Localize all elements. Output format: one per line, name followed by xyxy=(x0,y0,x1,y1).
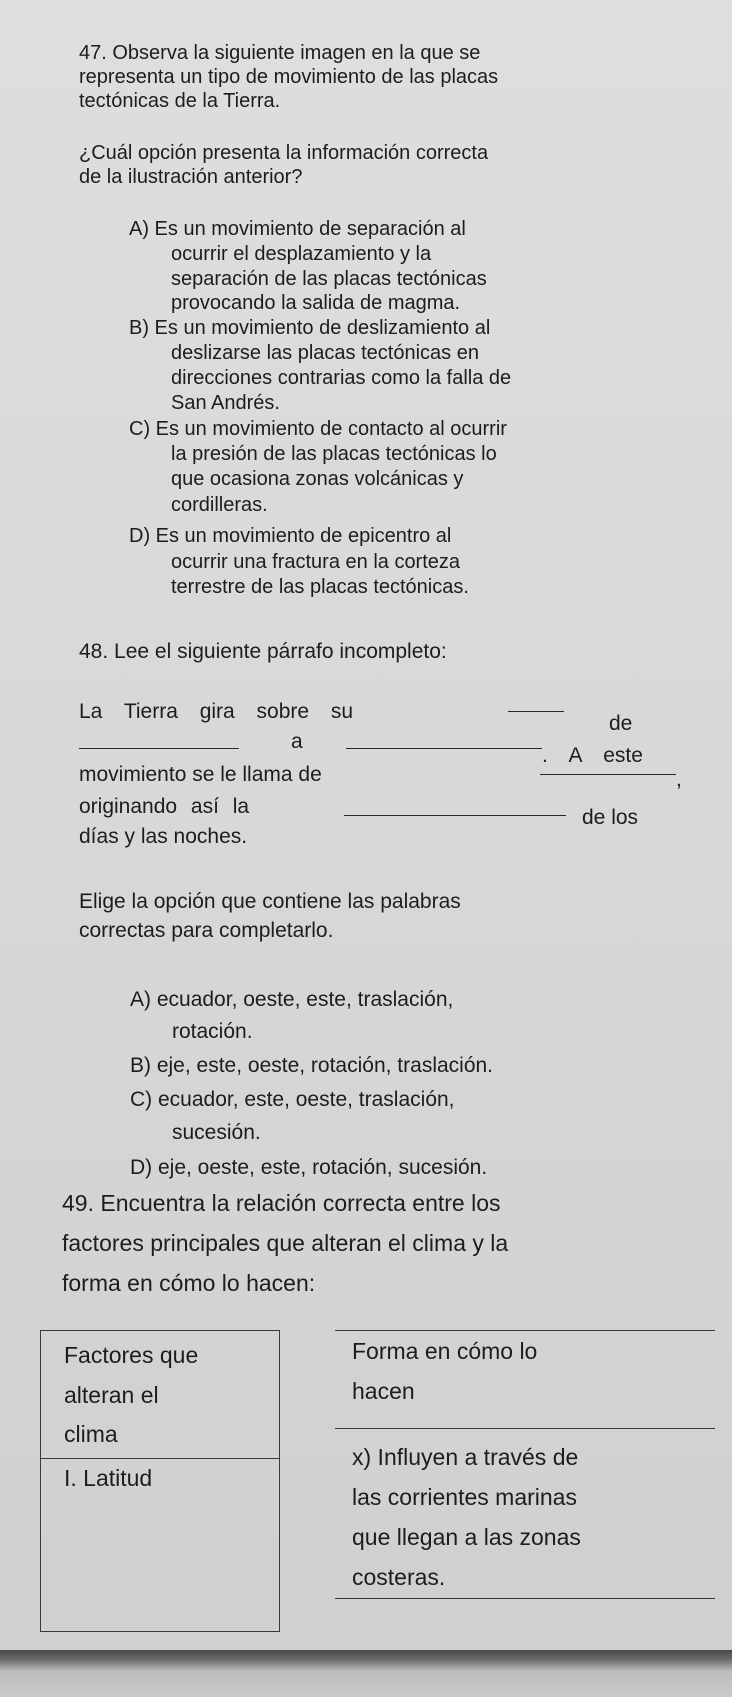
q47-option-a-line-1: A) Es un movimiento de separación al xyxy=(129,218,466,240)
q47-option-d-line-2: ocurrir una fractura en la corteza xyxy=(171,551,461,573)
q48-blank-3 xyxy=(346,748,542,749)
q48-para-line-2a: a xyxy=(291,730,303,753)
q48-para-line-4a: originando así la xyxy=(79,795,250,818)
factors-header-line-1: Factores que xyxy=(64,1342,199,1368)
factors-header-line-2: alteran el xyxy=(64,1382,159,1408)
forms-item-line-1: x) Influyen a través de xyxy=(352,1444,579,1470)
q47-intro-line-3: tectónicas de la Tierra. xyxy=(79,90,281,112)
q48-option-d: D) eje, oeste, este, rotación, sucesión. xyxy=(130,1156,488,1179)
q48-para-line-1a: La Tierra gira sobre su xyxy=(79,700,354,723)
q47-option-c-line-3: que ocasiona zonas volcánicas y xyxy=(171,468,464,490)
factors-table-divider xyxy=(40,1458,280,1459)
q47-option-a-line-2: ocurrir el desplazamiento y la xyxy=(171,243,432,265)
q47-option-b-line-3: direcciones contrarias como la falla de xyxy=(171,367,512,389)
q48-blank-4 xyxy=(540,774,676,775)
forms-item-line-3: que llegan a las zonas xyxy=(352,1524,581,1550)
q49-intro-line-1: 49. Encuentra la relación correcta entre los xyxy=(62,1190,501,1216)
q48-para-line-3: movimiento se le llama de xyxy=(79,763,322,786)
q48-para-line-4b: de los xyxy=(582,806,639,829)
q48-blank-5 xyxy=(344,815,566,816)
q49-intro-line-2: factores principales que alteran el clima y la xyxy=(62,1230,509,1256)
q47-option-c-line-4: cordilleras. xyxy=(171,494,268,516)
q47-intro-line-2: representa un tipo de movimiento de las placas xyxy=(79,66,499,88)
q48-option-b: B) eje, este, oeste, rotación, traslación. xyxy=(130,1054,494,1077)
forms-header-line-1: Forma en cómo lo xyxy=(352,1338,538,1364)
q47-option-d-line-1: D) Es un movimiento de epicentro al xyxy=(129,525,452,547)
q47-option-b-line-2: deslizarse las placas tectónicas en xyxy=(171,342,479,364)
q48-para-line-3b: , xyxy=(676,768,682,791)
factor-item-latitud: I. Latitud xyxy=(64,1465,153,1491)
q48-title: 48. Lee el siguiente párrafo incompleto: xyxy=(79,640,447,663)
q48-instruction-line-2: correctas para completarlo. xyxy=(79,919,334,942)
q48-option-c-line-1: C) ecuador, este, oeste, traslación, xyxy=(130,1088,455,1111)
q48-instruction-line-1: Elige la opción que contiene las palabras xyxy=(79,890,461,913)
q47-intro-line-1: 47. Observa la siguiente imagen en la que se xyxy=(79,42,481,64)
q47-option-a-line-4: provocando la salida de magma. xyxy=(171,292,461,314)
q48-option-c-line-2: sucesión. xyxy=(172,1121,261,1144)
q47-option-c-line-1: C) Es un movimiento de contacto al ocurrir xyxy=(129,418,507,440)
forms-item-line-4: costeras. xyxy=(352,1564,446,1590)
forms-header-line-2: hacen xyxy=(352,1378,415,1404)
forms-table-divider xyxy=(335,1428,715,1429)
q48-option-a-line-2: rotación. xyxy=(172,1020,253,1043)
q47-option-a-line-3: separación de las placas tectónicas xyxy=(171,268,487,290)
q48-option-a-line-1: A) ecuador, oeste, este, traslación, xyxy=(130,988,454,1011)
page-bottom-edge xyxy=(0,1650,732,1697)
factors-header-line-3: clima xyxy=(64,1421,118,1447)
q48-para-line-1b: de xyxy=(609,712,633,735)
q47-question-line-1: ¿Cuál opción presenta la información correcta xyxy=(79,142,489,164)
q47-option-b-line-1: B) Es un movimiento de deslizamiento al xyxy=(129,317,491,339)
forms-table-bottom xyxy=(335,1598,715,1599)
forms-item-line-2: las corrientes marinas xyxy=(352,1484,577,1510)
q47-question-line-2: de la ilustración anterior? xyxy=(79,166,303,188)
q48-para-line-5: días y las noches. xyxy=(79,825,248,848)
q47-option-b-line-4: San Andrés. xyxy=(171,392,280,414)
q47-option-c-line-2: la presión de las placas tectónicas lo xyxy=(171,443,497,465)
q48-blank-2 xyxy=(79,748,239,749)
q48-blank-1 xyxy=(508,711,564,712)
forms-table-top xyxy=(335,1330,715,1331)
q49-intro-line-3: forma en cómo lo hacen: xyxy=(62,1270,316,1296)
q47-option-d-line-3: terrestre de las placas tectónicas. xyxy=(171,576,469,598)
q48-para-line-2b: . A este xyxy=(542,744,643,767)
